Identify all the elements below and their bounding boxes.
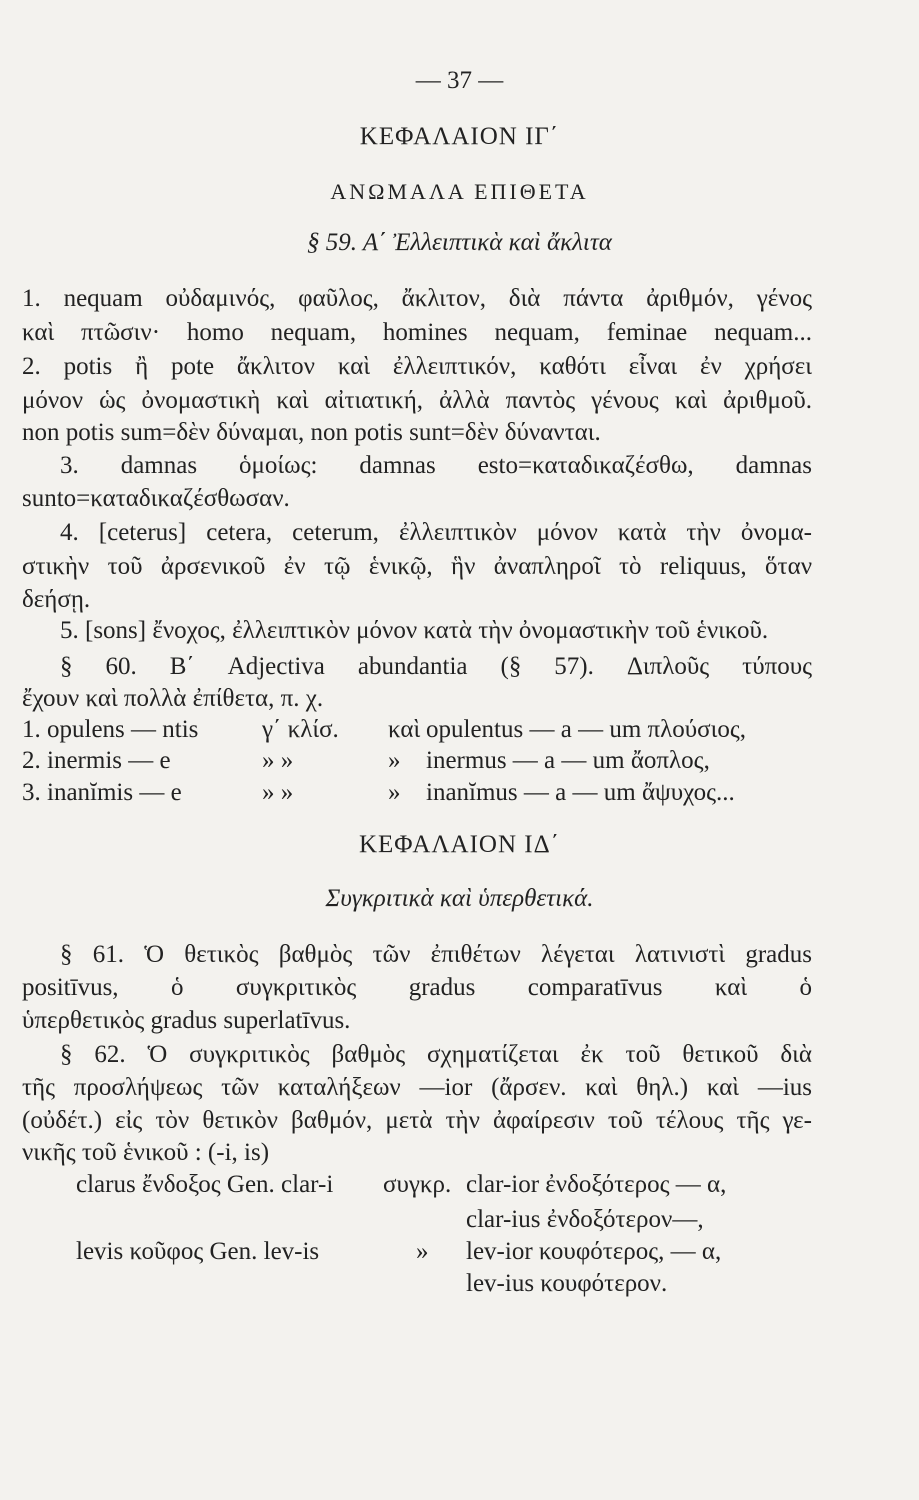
- comparison-mark: »: [416, 1238, 429, 1265]
- text-line: στικὴν τοῦ ἀρσενικοῦ ἐν τῷ ἑνικῷ, ἣν ἀναπληροῖ τὸ reliquus, ὅταν: [22, 553, 812, 580]
- comparison-word: levis κοῦφος Gen. lev-is: [76, 1238, 320, 1265]
- comparison-mark: συγκρ.: [383, 1171, 452, 1198]
- text-line: μόνον ὡς ὀνομαστικὴ καὶ αἰτιατική, ἀλλὰ παντὸς γένους καὶ ἀριθμοῦ.: [22, 387, 812, 414]
- text-line: 5. [sons] ἔνοχος, ἐλλειπτικὸν μόνον κατὰ τὴν ὀνομαστικὴν τοῦ ἑνικοῦ.: [60, 617, 769, 644]
- comparison-word: clarus ἔνδοξος Gen. clar-i: [76, 1171, 334, 1198]
- text-line: δεήσῃ.: [22, 586, 91, 613]
- text-line: τῆς προσλήψεως τῶν καταλήξεων —ior (ἄρσεν. καὶ θηλ.) καὶ —ius: [22, 1074, 812, 1101]
- table-cell: » »: [262, 747, 294, 774]
- text-line: positīvus, ὁ συγκριτικὸς gradus comparatīvus καὶ ὁ: [22, 974, 812, 1001]
- chapter-13-subtitle: ΑΝΩΜΑΛΑ ΕΠΙΘΕΤΑ: [330, 179, 589, 204]
- chapter-13-title: ΚΕΦΑΛΑΙΟΝ ΙΓ΄: [359, 123, 560, 150]
- text-line: sunto=καταδικαζέσθωσαν.: [22, 485, 290, 512]
- section-59-heading: § 59. Α΄ Ἐλλειπτικὰ καὶ ἄκλιτα: [307, 229, 612, 256]
- comparison-form: clar-ius ἐνδοξότερον—,: [466, 1206, 704, 1233]
- table-cell: » »: [262, 779, 294, 806]
- table-cell: inanĭmus — a — um ἄψυχος...: [426, 779, 735, 806]
- text-line: 1. nequam οὐδαμινός, φαῦλος, ἄκλιτον, διὰ πάντα ἀριθμόν, γένος: [22, 285, 812, 312]
- text-line: καὶ πτῶσιν· homo nequam, homines nequam, feminae nequam...: [22, 319, 812, 346]
- table-cell: γ΄ κλίσ.: [262, 716, 339, 743]
- chapter-14-subtitle: Συγκριτικὰ καὶ ὑπερθετικά.: [325, 885, 594, 912]
- text-line: non potis sum=δὲν δύναμαι, non potis sunt=δὲν δύνανται.: [22, 419, 601, 446]
- table-cell: inermus — a — um ἄοπλος,: [426, 747, 710, 774]
- comparison-form: lev-ior κουφότερος, — α,: [466, 1238, 722, 1265]
- section-62-line: § 62. Ὁ συγκριτικὸς βαθμὸς σχηματίζεται ἐκ τοῦ θετικοῦ διὰ: [60, 1041, 812, 1068]
- table-cell: καὶ: [388, 716, 421, 743]
- page-number: — 37 —: [415, 67, 504, 94]
- table-cell: 3. inanĭmis — e: [22, 779, 182, 806]
- text-line: ὑπερθετικὸς gradus superlatīvus.: [22, 1007, 351, 1034]
- table-cell: »: [388, 747, 401, 774]
- table-cell: 1. opulens — ntis: [22, 716, 199, 743]
- table-cell: opulentus — a — um πλούσιος,: [426, 716, 746, 743]
- text-line: (οὐδέτ.) εἰς τὸν θετικὸν βαθμόν, μετὰ τὴν ἀφαίρεσιν τοῦ τέλους τῆς γε-: [22, 1107, 812, 1134]
- text-line: ἔχουν καὶ πολλὰ ἐπίθετα, π. χ.: [22, 685, 324, 712]
- text-line: νικῆς τοῦ ἑνικοῦ : (-i, is): [22, 1139, 270, 1166]
- comparison-form: lev-ius κουφότερον.: [466, 1270, 668, 1297]
- chapter-14-title: ΚΕΦΑΛΑΙΟΝ ΙΔ΄: [358, 831, 561, 858]
- text-line: 4. [ceterus] cetera, ceterum, ἐλλειπτικὸν μόνον κατὰ τὴν ὀνομα-: [60, 519, 812, 546]
- comparison-form: clar-ior ἐνδοξότερος — α,: [466, 1171, 727, 1198]
- section-61-line: § 61. Ὁ θετικὸς βαθμὸς τῶν ἐπιθέτων λέγεται λατινιστὶ gradus: [60, 941, 812, 968]
- table-cell: »: [388, 779, 401, 806]
- text-line: 3. damnas ὁμοίως: damnas esto=καταδικαζέσθω, damnas: [60, 452, 812, 479]
- table-cell: 2. inermis — e: [22, 747, 171, 774]
- text-line: 2. potis ἢ pote ἄκλιτον καὶ ἐλλειπτικόν, καθότι εἶναι ἐν χρήσει: [22, 353, 812, 380]
- section-60-line: § 60. Β΄ Adjectiva abundantia (§ 57). Διπλοῦς τύπους: [60, 653, 812, 680]
